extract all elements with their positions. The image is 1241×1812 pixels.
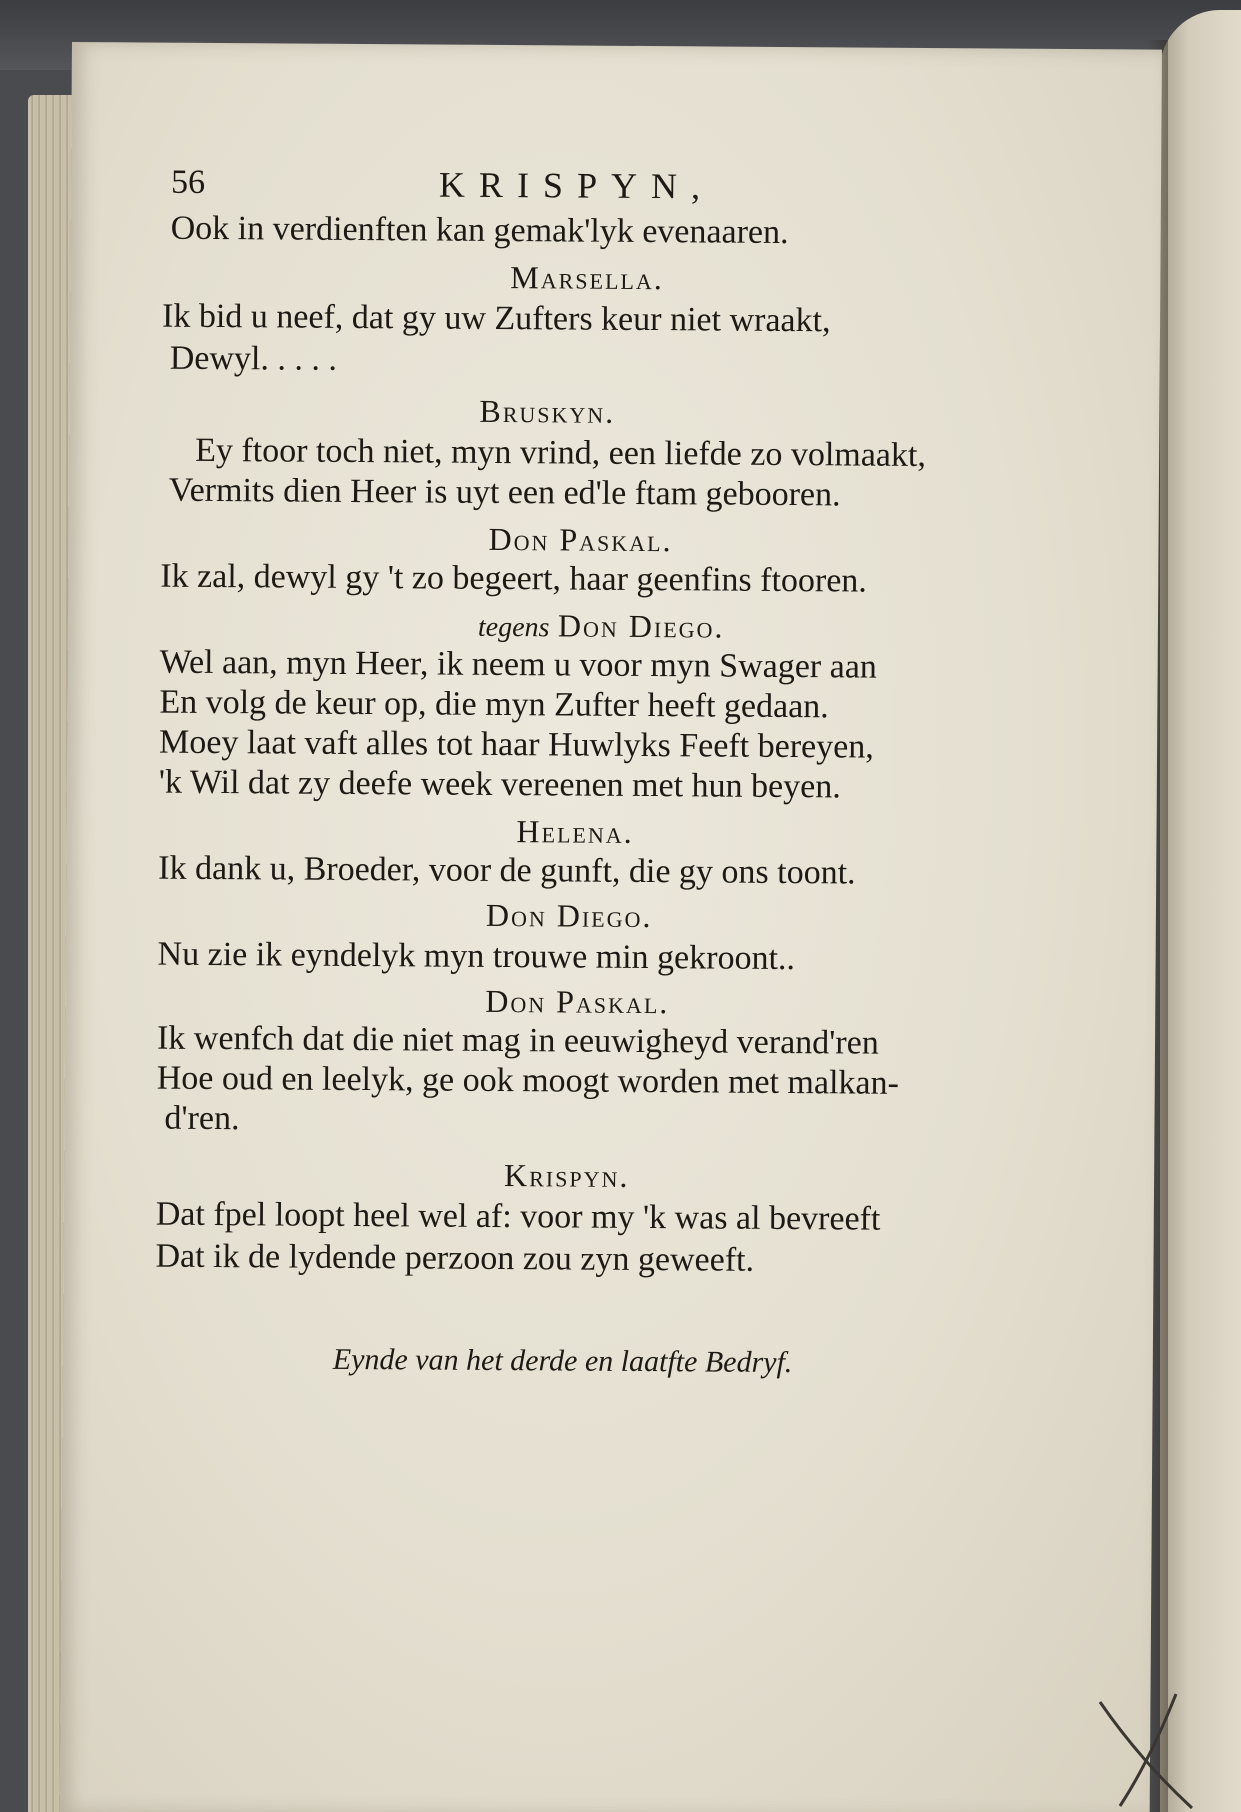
speaker-name: Krispyn. [503, 1157, 630, 1194]
running-head: KRISPYN, [438, 164, 715, 207]
book-page [60, 42, 1162, 1812]
verse-line: Dat fpel loopt heel wel af: voor my 'k was al bevreeft [155, 1195, 881, 1238]
speaker-name: Marsella. [510, 259, 664, 297]
verse-line: d'ren. [164, 1099, 240, 1138]
verse-line: En volg de keur op, die myn Zufter heeft gedaan. [159, 683, 829, 726]
verse-line: Dat ik de lydende perzoon zou zyn geweeft. [155, 1237, 755, 1279]
verse-line: Moey laat vaft alles tot haar Huwlyks Feeft bereyen, [158, 723, 874, 766]
speaker-name: Don Diego. [485, 896, 653, 935]
verse-line: Nu zie ik eyndelyk myn trouwe min gekroont.. [157, 935, 796, 978]
speaker-name: Helena. [516, 813, 634, 850]
verse-line: Ik wenfch dat die niet mag in eeuwigheyd verand'ren [156, 1019, 879, 1062]
verse-line: Ook in verdienften kan gemak'lyk evenaaren. [170, 209, 789, 252]
speaker-name: Bruskyn. [479, 392, 616, 430]
direction-word: tegens [477, 611, 550, 644]
verse-line: Hoe oud en leelyk, ge ook moogt worden met malkan- [156, 1059, 900, 1102]
facing-page-edge [1160, 10, 1241, 1812]
verse-line: 'k Wil dat zy deefe week vereenen met hun beyen. [158, 763, 841, 806]
verse-line: Vermits dien Heer is uyt een ed'le ftam gebooren. [168, 471, 841, 514]
page-number: 56 [170, 163, 206, 201]
act-ending: Eynde van het derde en laatfte Bedryf. [332, 1342, 793, 1380]
stage-direction [478, 605, 725, 650]
verse-line: Ey ftoor toch niet, myn vrind, een liefde zo volmaakt, [195, 431, 927, 474]
x-mark-icon [1080, 1690, 1210, 1812]
verse-line: Ik zal, dewyl gy 't zo begeert, haar geenfins ftooren. [160, 557, 868, 600]
speaker-name: Don Paskal. [485, 982, 670, 1021]
verse-line: Wel aan, myn Heer, ik neem u voor myn Swager aan [159, 643, 878, 686]
verse-line: Ik bid u neef, dat gy uw Zufters keur niet wraakt, [161, 297, 831, 340]
verse-line: Dewyl. . . . . [169, 339, 338, 378]
page-text [60, 42, 1162, 1812]
verse-line: Ik dank u, Broeder, voor de gunft, die gy ons toont. [158, 849, 856, 892]
speaker-name: Don Diego. [557, 607, 725, 645]
speaker-name: Don Paskal. [488, 520, 673, 559]
